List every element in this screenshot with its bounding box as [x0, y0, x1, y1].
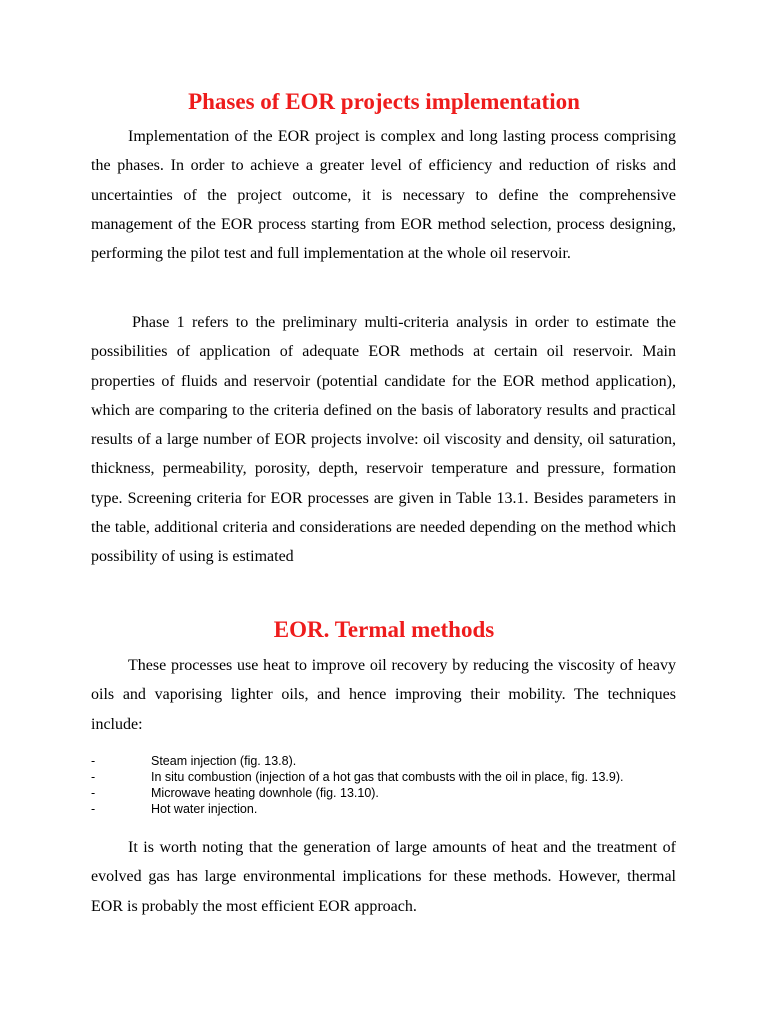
bullet-dash: - [91, 770, 96, 784]
paragraph-implementation: Implementation of the EOR project is complex and long lasting process comprising the phases. In order to achieve a greater level of efficiency and reduction of risks and uncertainties of the project outcome, it is necessary to define the comprehensive management of the EOR process starting from EOR method selection, process designing, performing the pilot test and full implementation at the whole oil reservoir. [91, 128, 676, 263]
paragraph-thermal-intro: These processes use heat to improve oil recovery by reducing the viscosity of heavy oils and vaporising lighter oils, and hence improving their mobility. The techniques include: [91, 657, 676, 733]
list-item [91, 769, 676, 785]
bullet-dash: - [91, 802, 96, 816]
list-item [91, 785, 676, 801]
list-item-text: Steam injection (fig. 13.8). [151, 754, 297, 768]
paragraph-thermal-conclusion: It is worth noting that the generation of large amounts of heat and the treatment of evolved gas has large environmental implications for these methods. However, thermal EOR is probably the most efficient EOR approach. [91, 839, 676, 915]
bullet-dash: - [91, 786, 96, 800]
paragraph-phase-1: Phase 1 refers to the preliminary multi-criteria analysis in order to estimate the possibilities of application of adequate EOR methods at certain oil reservoir. Main properties of fluids and reservoir (potential candidate for the EOR method application), which are comparing to the criteria defined on the basis of laboratory results and practical results of a large number of EOR projects involve: oil viscosity and density, oil saturation, thickness, permeability, porosity, depth, reservoir temperature and pressure, formation type. Screening criteria for EOR processes are given in Table 13.1. Besides parameters in the table, additional criteria and considerations are needed depending on the method which possibility of using is estimated [91, 314, 676, 566]
technique-list [91, 753, 676, 817]
heading-phases: Phases of EOR projects implementation [188, 89, 580, 114]
list-item-text: Hot water injection. [151, 802, 258, 816]
list-item [91, 801, 676, 817]
list-item-text: In situ combustion (injection of a hot gas that combusts with the oil in place, fig. 13.9). [151, 770, 624, 784]
bullet-dash: - [91, 754, 96, 768]
heading-thermal-methods: EOR. Termal methods [273, 617, 495, 642]
list-item-text: Microwave heating downhole (fig. 13.10). [151, 786, 379, 800]
list-item [91, 753, 676, 769]
